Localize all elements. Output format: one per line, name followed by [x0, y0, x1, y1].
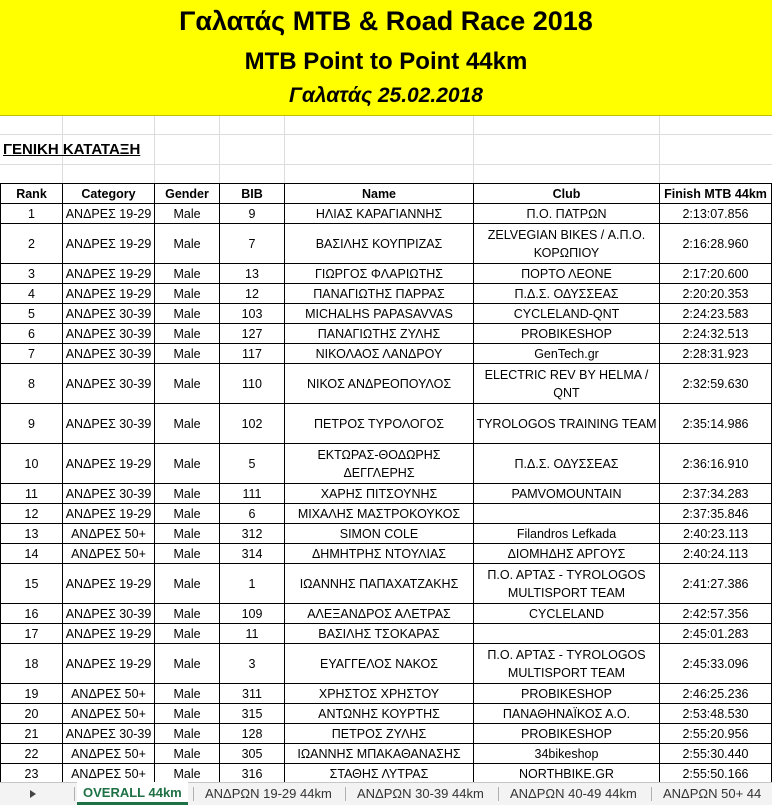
- cell-gender[interactable]: Male: [155, 724, 220, 744]
- cell-gender[interactable]: Male: [155, 444, 220, 484]
- cell-finish-time[interactable]: 2:55:30.440: [660, 744, 772, 764]
- cell-finish-time[interactable]: 2:45:01.283: [660, 624, 772, 644]
- table-row: [1, 744, 772, 764]
- cell-name[interactable]: ΣΤΑΘΗΣ ΛΥΤΡΑΣ: [285, 764, 474, 784]
- cell-rank[interactable]: 23: [1, 764, 63, 784]
- cell-club[interactable]: [474, 624, 660, 644]
- cell-gender[interactable]: Male: [155, 684, 220, 704]
- cell-name[interactable]: ΝΙΚΟΛΑΟΣ ΛΑΝΔΡΟΥ: [285, 344, 474, 364]
- cell-bib[interactable]: 109: [220, 604, 285, 624]
- cell-finish-time[interactable]: 2:40:23.113: [660, 524, 772, 544]
- cell-gender[interactable]: Male: [155, 644, 220, 684]
- table-row: [1, 444, 772, 484]
- cell-rank[interactable]: 7: [1, 344, 63, 364]
- table-row: [1, 204, 772, 224]
- table-row: [1, 284, 772, 304]
- cell-club[interactable]: TYROLOGOS TRAINING TEAM: [474, 404, 660, 444]
- table-row: [1, 764, 772, 784]
- cell-bib[interactable]: 127: [220, 324, 285, 344]
- cell-category[interactable]: ΑΝΔΡΕΣ 19-29: [63, 284, 155, 304]
- cell-gender[interactable]: Male: [155, 704, 220, 724]
- table-row: [1, 504, 772, 524]
- event-title: Γαλατάς MTB & Road Race 2018: [179, 6, 593, 36]
- cell-bib[interactable]: 128: [220, 724, 285, 744]
- cell-finish-time[interactable]: 2:17:20.600: [660, 264, 772, 284]
- cell-name[interactable]: SIMON COLE: [285, 524, 474, 544]
- cell-club[interactable]: CYCLELAND: [474, 604, 660, 624]
- cell-finish-time[interactable]: 2:32:59.630: [660, 364, 772, 404]
- cell-category[interactable]: ΑΝΔΡΕΣ 30-39: [63, 604, 155, 624]
- cell-rank[interactable]: 18: [1, 644, 63, 684]
- table-row: [1, 544, 772, 564]
- cell-bib[interactable]: 103: [220, 304, 285, 324]
- tab-andron-19-29[interactable]: ΑΝΔΡΩΝ 19-29 44km: [205, 786, 332, 801]
- table-row: [1, 224, 772, 264]
- cell-gender[interactable]: Male: [155, 284, 220, 304]
- cell-rank[interactable]: 13: [1, 524, 63, 544]
- triangle-right-icon: [30, 790, 36, 798]
- cell-finish-time[interactable]: 2:55:50.166: [660, 764, 772, 784]
- cell-category[interactable]: ΑΝΔΡΕΣ 30-39: [63, 484, 155, 504]
- table-row: [1, 564, 772, 604]
- cell-rank[interactable]: 22: [1, 744, 63, 764]
- cell-rank[interactable]: 19: [1, 684, 63, 704]
- cell-name[interactable]: ΠΕΤΡΟΣ ΖΥΛΗΣ: [285, 724, 474, 744]
- cell-finish-time[interactable]: 2:13:07.856: [660, 204, 772, 224]
- cell-gender[interactable]: Male: [155, 224, 220, 264]
- cell-finish-time[interactable]: 2:35:14.986: [660, 404, 772, 444]
- cell-bib[interactable]: 3: [220, 644, 285, 684]
- cell-name[interactable]: ΔΗΜΗΤΡΗΣ ΝΤΟΥΛΙΑΣ: [285, 544, 474, 564]
- cell-gender[interactable]: Male: [155, 364, 220, 404]
- cell-gender[interactable]: Male: [155, 524, 220, 544]
- cell-bib[interactable]: 11: [220, 624, 285, 644]
- cell-rank[interactable]: 21: [1, 724, 63, 744]
- cell-finish-time[interactable]: 2:24:32.513: [660, 324, 772, 344]
- cell-finish-time[interactable]: 2:42:57.356: [660, 604, 772, 624]
- cell-rank[interactable]: 9: [1, 404, 63, 444]
- table-row: [1, 624, 772, 644]
- cell-name[interactable]: ΜΙΧΑΛΗΣ ΜΑΣΤΡΟΚΟΥΚΟΣ: [285, 504, 474, 524]
- cell-gender[interactable]: Male: [155, 304, 220, 324]
- sheet-tab-bar: [0, 782, 772, 805]
- cell-category[interactable]: ΑΝΔΡΕΣ 30-39: [63, 724, 155, 744]
- cell-bib[interactable]: 117: [220, 344, 285, 364]
- cell-category[interactable]: ΑΝΔΡΕΣ 19-29: [63, 444, 155, 484]
- cell-category[interactable]: ΑΝΔΡΕΣ 19-29: [63, 204, 155, 224]
- cell-category[interactable]: ΑΝΔΡΕΣ 19-29: [63, 224, 155, 264]
- table-row: [1, 324, 772, 344]
- cell-category[interactable]: ΑΝΔΡΕΣ 19-29: [63, 264, 155, 284]
- cell-name[interactable]: ΙΩΑΝΝΗΣ ΜΠΑΚΑΘΑΝΑΣΗΣ: [285, 744, 474, 764]
- cell-club[interactable]: Π.Δ.Σ. ΟΔΥΣΣΕΑΣ: [474, 284, 660, 304]
- cell-category[interactable]: ΑΝΔΡΕΣ 50+: [63, 684, 155, 704]
- cell-category[interactable]: ΑΝΔΡΕΣ 50+: [63, 744, 155, 764]
- cell-finish-time[interactable]: 2:16:28.960: [660, 224, 772, 264]
- table-row: [1, 264, 772, 284]
- cell-bib[interactable]: 312: [220, 524, 285, 544]
- cell-club[interactable]: Π.Ο. ΑΡΤΑΣ - TYROLOGOS MULTISPORT TEAM: [474, 644, 660, 684]
- table-row: [1, 344, 772, 364]
- cell-name[interactable]: ΠΑΝΑΓΙΩΤΗΣ ΖΥΛΗΣ: [285, 324, 474, 344]
- cell-name[interactable]: ΝΙΚΟΣ ΑΝΔΡΕΟΠΟΥΛΟΣ: [285, 364, 474, 404]
- cell-finish-time[interactable]: 2:46:25.236: [660, 684, 772, 704]
- cell-bib[interactable]: 314: [220, 544, 285, 564]
- cell-category[interactable]: ΑΝΔΡΕΣ 19-29: [63, 504, 155, 524]
- cell-rank[interactable]: 6: [1, 324, 63, 344]
- cell-rank[interactable]: 12: [1, 504, 63, 524]
- cell-club[interactable]: [474, 504, 660, 524]
- cell-rank[interactable]: 17: [1, 624, 63, 644]
- cell-gender[interactable]: Male: [155, 344, 220, 364]
- cell-rank[interactable]: 3: [1, 264, 63, 284]
- cell-rank[interactable]: 5: [1, 304, 63, 324]
- cell-club[interactable]: 34bikeshop: [474, 744, 660, 764]
- cell-category[interactable]: ΑΝΔΡΕΣ 30-39: [63, 364, 155, 404]
- cell-bib[interactable]: 111: [220, 484, 285, 504]
- cell-category[interactable]: ΑΝΔΡΕΣ 50+: [63, 764, 155, 784]
- table-row: [1, 644, 772, 684]
- cell-club[interactable]: ΠΟΡΤΟ ΛΕΟΝΕ: [474, 264, 660, 284]
- cell-club[interactable]: ΠΑΝΑΘΗΝΑΪΚΟΣ Α.Ο.: [474, 704, 660, 724]
- cell-rank[interactable]: 2: [1, 224, 63, 264]
- cell-rank[interactable]: 14: [1, 544, 63, 564]
- cell-name[interactable]: ΧΑΡΗΣ ΠΙΤΣΟΥΝΗΣ: [285, 484, 474, 504]
- table-row: [1, 484, 772, 504]
- table-row: [1, 704, 772, 724]
- cell-gender[interactable]: Male: [155, 204, 220, 224]
- cell-club[interactable]: ΔΙΟΜΗΔΗΣ ΑΡΓΟΥΣ: [474, 544, 660, 564]
- race-date: Γαλατάς 25.02.2018: [289, 84, 483, 107]
- cell-finish-time[interactable]: 2:24:23.583: [660, 304, 772, 324]
- tab-andron-50-plus[interactable]: ΑΝΔΡΩΝ 50+ 44: [663, 786, 762, 801]
- title-banner: [0, 0, 772, 116]
- tab-overall-44km[interactable]: OVERALL 44km: [77, 782, 188, 805]
- cell-name[interactable]: ΒΑΣΙΛΗΣ ΤΣΟΚΑΡΑΣ: [285, 624, 474, 644]
- cell-club[interactable]: Π.Ο. ΑΡΤΑΣ - TYROLOGOS MULTISPORT TEAM: [474, 564, 660, 604]
- cell-name[interactable]: ΙΩΑΝΝΗΣ ΠΑΠΑΧΑΤΖΑΚΗΣ: [285, 564, 474, 604]
- cell-category[interactable]: ΑΝΔΡΕΣ 50+: [63, 704, 155, 724]
- cell-gender[interactable]: Male: [155, 324, 220, 344]
- col-header-gender[interactable]: Gender: [155, 184, 220, 204]
- cell-bib[interactable]: 316: [220, 764, 285, 784]
- cell-finish-time[interactable]: 2:41:27.386: [660, 564, 772, 604]
- col-header-bib[interactable]: BIB: [220, 184, 285, 204]
- cell-name[interactable]: ΓΙΩΡΓΟΣ ΦΛΑΡΙΩΤΗΣ: [285, 264, 474, 284]
- cell-rank[interactable]: 1: [1, 204, 63, 224]
- cell-club[interactable]: CYCLELAND-QNT: [474, 304, 660, 324]
- cell-bib[interactable]: 315: [220, 704, 285, 724]
- cell-club[interactable]: PROBIKESHOP: [474, 724, 660, 744]
- cell-name[interactable]: ΕΚΤΩΡΑΣ-ΘΟΔΩΡΗΣ ΔΕΓΓΛΕΡΗΣ: [285, 444, 474, 484]
- cell-finish-time[interactable]: 2:37:34.283: [660, 484, 772, 504]
- cell-gender[interactable]: Male: [155, 624, 220, 644]
- cell-gender[interactable]: Male: [155, 264, 220, 284]
- cell-gender[interactable]: Male: [155, 744, 220, 764]
- cell-bib[interactable]: 5: [220, 444, 285, 484]
- cell-club[interactable]: ZELVEGIAN BIKES / Α.Π.Ο. ΚΟΡΩΠΙΟΥ: [474, 224, 660, 264]
- cell-category[interactable]: ΑΝΔΡΕΣ 30-39: [63, 304, 155, 324]
- cell-gender[interactable]: Male: [155, 504, 220, 524]
- cell-category[interactable]: ΑΝΔΡΕΣ 50+: [63, 544, 155, 564]
- cell-category[interactable]: ΑΝΔΡΕΣ 19-29: [63, 644, 155, 684]
- col-header-name[interactable]: Name: [285, 184, 474, 204]
- cell-club[interactable]: GenTech.gr: [474, 344, 660, 364]
- cell-name[interactable]: ΧΡΗΣΤΟΣ ΧΡΗΣΤΟΥ: [285, 684, 474, 704]
- cell-category[interactable]: ΑΝΔΡΕΣ 50+: [63, 524, 155, 544]
- cell-club[interactable]: PAMVOMOUNTAIN: [474, 484, 660, 504]
- cell-bib[interactable]: 12: [220, 284, 285, 304]
- cell-name[interactable]: ΠΑΝΑΓΙΩΤΗΣ ΠΑΡΡΑΣ: [285, 284, 474, 304]
- cell-name[interactable]: ΕΥΑΓΓΕΛΟΣ ΝΑΚΟΣ: [285, 644, 474, 684]
- cell-finish-time[interactable]: 2:36:16.910: [660, 444, 772, 484]
- cell-name[interactable]: ΑΛΕΞΑΝΔΡΟΣ ΑΛΕΤΡΑΣ: [285, 604, 474, 624]
- cell-finish-time[interactable]: 2:28:31.923: [660, 344, 772, 364]
- cell-rank[interactable]: 8: [1, 364, 63, 404]
- cell-category[interactable]: ΑΝΔΡΕΣ 30-39: [63, 404, 155, 444]
- col-header-finish-time[interactable]: Finish MTB 44km: [660, 184, 772, 204]
- cell-name[interactable]: ΠΕΤΡΟΣ ΤΥΡΟΛΟΓΟΣ: [285, 404, 474, 444]
- cell-bib[interactable]: 102: [220, 404, 285, 444]
- header-row: [1, 184, 772, 204]
- cell-bib[interactable]: 1: [220, 564, 285, 604]
- cell-club[interactable]: Filandros Lefkada: [474, 524, 660, 544]
- cell-gender[interactable]: Male: [155, 764, 220, 784]
- cell-rank[interactable]: 15: [1, 564, 63, 604]
- tab-scroll-button[interactable]: [0, 783, 70, 805]
- cell-name[interactable]: ΑΝΤΩΝΗΣ ΚΟΥΡΤΗΣ: [285, 704, 474, 724]
- cell-bib[interactable]: 305: [220, 744, 285, 764]
- cell-bib[interactable]: 13: [220, 264, 285, 284]
- table-row: [1, 524, 772, 544]
- cell-finish-time[interactable]: 2:40:24.113: [660, 544, 772, 564]
- table-row: [1, 724, 772, 744]
- cell-bib[interactable]: 311: [220, 684, 285, 704]
- cell-rank[interactable]: 20: [1, 704, 63, 724]
- cell-category[interactable]: ΑΝΔΡΕΣ 19-29: [63, 624, 155, 644]
- cell-bib[interactable]: 7: [220, 224, 285, 264]
- cell-finish-time[interactable]: 2:53:48.530: [660, 704, 772, 724]
- cell-category[interactable]: ΑΝΔΡΕΣ 30-39: [63, 324, 155, 344]
- table-row: [1, 404, 772, 444]
- cell-club[interactable]: Π.Δ.Σ. ΟΔΥΣΣΕΑΣ: [474, 444, 660, 484]
- race-title: MTB Point to Point 44km: [244, 48, 528, 75]
- col-header-club[interactable]: Club: [474, 184, 660, 204]
- cell-club[interactable]: PROBIKESHOP: [474, 684, 660, 704]
- col-header-category[interactable]: Category: [63, 184, 155, 204]
- cell-rank[interactable]: 16: [1, 604, 63, 624]
- cell-club[interactable]: PROBIKESHOP: [474, 324, 660, 344]
- cell-gender[interactable]: Male: [155, 564, 220, 604]
- cell-club[interactable]: Π.Ο. ΠΑΤΡΩΝ: [474, 204, 660, 224]
- cell-rank[interactable]: 11: [1, 484, 63, 504]
- cell-finish-time[interactable]: 2:20:20.353: [660, 284, 772, 304]
- results-table: [0, 183, 772, 784]
- cell-finish-time[interactable]: 2:37:35.846: [660, 504, 772, 524]
- cell-finish-time[interactable]: 2:55:20.956: [660, 724, 772, 744]
- cell-bib[interactable]: 9: [220, 204, 285, 224]
- cell-rank[interactable]: 10: [1, 444, 63, 484]
- cell-category[interactable]: ΑΝΔΡΕΣ 19-29: [63, 564, 155, 604]
- cell-bib[interactable]: 110: [220, 364, 285, 404]
- cell-name[interactable]: MICHALHS PAPASAVVAS: [285, 304, 474, 324]
- cell-gender[interactable]: Male: [155, 484, 220, 504]
- cell-category[interactable]: ΑΝΔΡΕΣ 30-39: [63, 344, 155, 364]
- cell-gender[interactable]: Male: [155, 544, 220, 564]
- table-row: [1, 304, 772, 324]
- tab-andron-40-49[interactable]: ΑΝΔΡΩΝ 40-49 44km: [510, 786, 637, 801]
- cell-gender[interactable]: Male: [155, 404, 220, 444]
- cell-club[interactable]: NORTHBIKE.GR: [474, 764, 660, 784]
- table-row: [1, 604, 772, 624]
- section-title: ΓΕΝΙΚΗ ΚΑΤΑΤΑΞΗ: [3, 141, 141, 158]
- col-header-rank[interactable]: Rank: [1, 184, 63, 204]
- cell-name[interactable]: ΗΛΙΑΣ ΚΑΡΑΓΙΑΝΝΗΣ: [285, 204, 474, 224]
- tab-andron-30-39[interactable]: ΑΝΔΡΩΝ 30-39 44km: [357, 786, 484, 801]
- cell-name[interactable]: ΒΑΣΙΛΗΣ ΚΟΥΠΡΙΖΑΣ: [285, 224, 474, 264]
- cell-club[interactable]: ELECTRIC REV BY HELMA / QNT: [474, 364, 660, 404]
- table-row: [1, 364, 772, 404]
- cell-finish-time[interactable]: 2:45:33.096: [660, 644, 772, 684]
- cell-gender[interactable]: Male: [155, 604, 220, 624]
- cell-rank[interactable]: 4: [1, 284, 63, 304]
- table-row: [1, 684, 772, 704]
- cell-bib[interactable]: 6: [220, 504, 285, 524]
